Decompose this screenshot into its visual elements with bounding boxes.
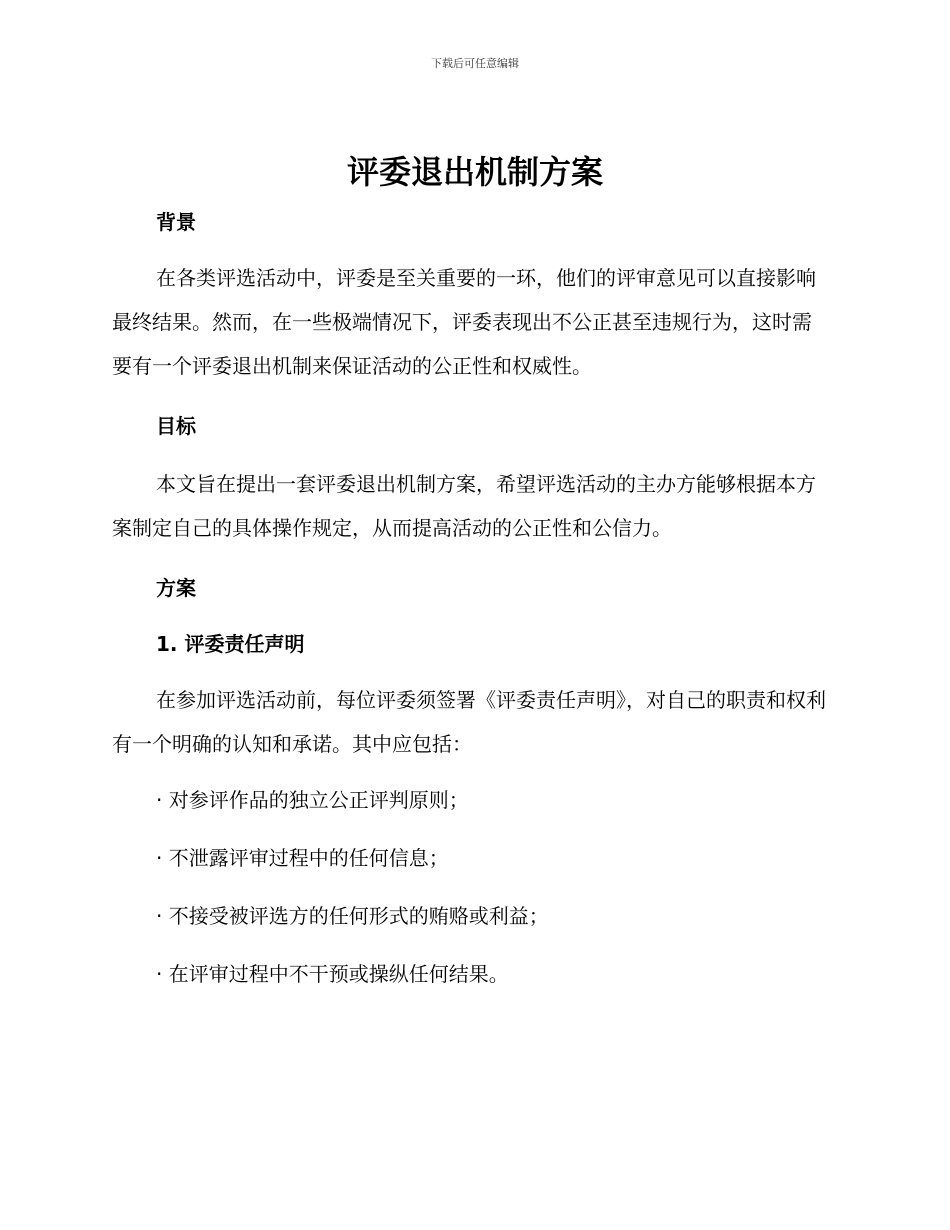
goal-paragraph: 本文旨在提出一套评委退出机制方案，希望评选活动的主办方能够根据本方案制定自己的具体操作规定，从而提高活动的公正性和公信力。 [112,472,816,540]
header-note: 下载后可任意编辑 [431,57,519,70]
list-item: · 不接受被评选方的任何形式的贿赂或利益； [156,904,549,928]
document-body [112,202,830,994]
list-item: · 对参评作品的独立公正评判原则； [156,788,469,812]
subheading-responsibility-statement: 1. 评委责任声明 [156,632,305,656]
list-item: · 不泄露评审过程中的任何信息； [156,846,449,870]
section-heading-background: 背景 [156,210,196,234]
section-heading-plan: 方案 [156,576,196,600]
plan-paragraph: 在参加评选活动前，每位评委须签署《评委责任声明》，对自己的职责和权利有一个明确的认知和承诺。其中应包括： [112,688,826,756]
document-title: 评委退出机制方案 [346,153,603,191]
section-heading-goal: 目标 [156,414,196,438]
background-paragraph: 在各类评选活动中，评委是至关重要的一环，他们的评审意见可以直接影响最终结果。然而，在一些极端情况下，评委表现出不公正甚至违规行为，这时需要有一个评委退出机制来保证活动的公正性和权威性。 [112,266,816,378]
list-item: · 在评审过程中不干预或操纵任何结果。 [156,962,509,986]
